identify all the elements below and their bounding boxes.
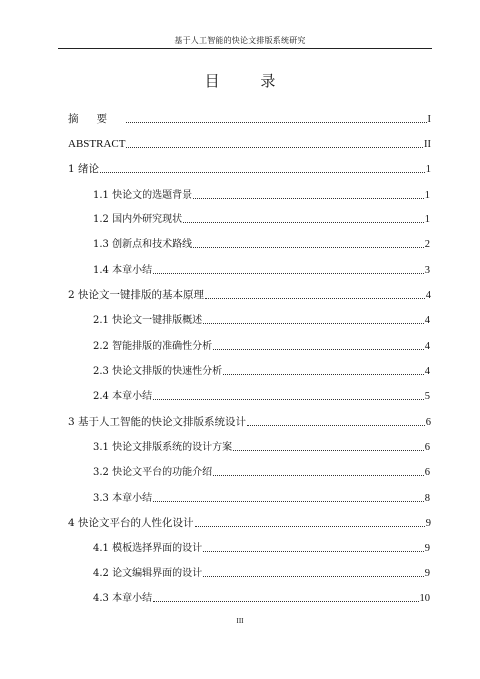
dot-leader xyxy=(153,501,424,502)
toc-entry-label: 3.3 本章小结 xyxy=(93,493,153,504)
toc-entry-label: 1.4 本章小结 xyxy=(93,265,153,276)
toc-entry-section-2-4[interactable] xyxy=(93,387,430,403)
toc-entry-page: 4 xyxy=(424,341,430,352)
toc-entry-label: 3 基于人工智能的快论文排版系统设计 xyxy=(68,416,247,428)
toc-entry-section-2-3[interactable] xyxy=(93,362,430,378)
toc-entry-page: 6 xyxy=(424,467,430,478)
toc-entry-label: 2.3 快论文排版的快速性分析 xyxy=(93,366,223,377)
toc-entry-section-3-2[interactable] xyxy=(93,463,430,479)
toc-entry-section-1-1[interactable] xyxy=(93,186,430,202)
toc-entry-section-1-4[interactable] xyxy=(93,261,430,277)
dot-leader xyxy=(193,247,424,248)
toc-entry-label: 1.2 国内外研究现状 xyxy=(93,214,183,225)
header-rule xyxy=(58,48,432,49)
toc-entry-section-4-2[interactable] xyxy=(93,564,430,580)
toc-entry-abstract-cn[interactable] xyxy=(68,110,431,126)
dot-leader xyxy=(213,475,424,476)
toc-entry-section-3-3[interactable] xyxy=(93,489,430,505)
toc-entry-chapter-4[interactable] xyxy=(68,514,431,530)
toc-entry-page: 4 xyxy=(425,290,431,301)
toc-entry-section-4-1[interactable] xyxy=(93,539,430,555)
toc-entry-label: 4 快论文平台的人性化设计 xyxy=(68,517,194,529)
dot-leader xyxy=(195,526,425,527)
toc-entry-page: 9 xyxy=(424,543,430,554)
dot-leader xyxy=(223,374,424,375)
toc-entry-page: 2 xyxy=(424,239,430,250)
toc-entry-chapter-1[interactable] xyxy=(68,160,431,176)
toc-entry-label: 4.2 论文编辑界面的设计 xyxy=(93,568,203,579)
toc-entry-label: 4.3 本章小结 xyxy=(93,593,153,604)
dot-leader xyxy=(183,222,424,223)
toc-entry-page: 5 xyxy=(424,391,430,402)
dot-leader xyxy=(203,576,424,577)
page-number: III xyxy=(236,617,244,625)
toc-entry-label: 摘要 xyxy=(68,113,125,125)
running-header-title: 基于人工智能的快论文排版系统研究 xyxy=(174,36,306,45)
toc-entry-chapter-2[interactable] xyxy=(68,286,431,302)
toc-entry-label: 2 快论文一键排版的基本原理 xyxy=(68,289,205,301)
toc-entry-label: 3.2 快论文平台的功能介绍 xyxy=(93,467,213,478)
toc-entry-page: 6 xyxy=(425,417,431,428)
toc-entry-section-1-2[interactable] xyxy=(93,210,430,226)
dot-leader xyxy=(100,172,425,173)
dot-leader xyxy=(247,425,425,426)
toc-title: 目 录 xyxy=(204,72,294,90)
dot-leader xyxy=(126,122,427,123)
toc-entry-label: 3.1 快论文排版系统的设计方案 xyxy=(93,442,233,453)
toc-entry-abstract-en[interactable] xyxy=(68,135,431,151)
dot-leader xyxy=(203,323,424,324)
dot-leader xyxy=(203,551,424,552)
toc-entry-page: 6 xyxy=(424,442,430,453)
toc-entry-page: I xyxy=(427,114,431,125)
toc-entry-page: 8 xyxy=(424,493,430,504)
toc-entry-page: 3 xyxy=(424,265,430,276)
dot-leader xyxy=(213,349,424,350)
dot-leader xyxy=(233,450,424,451)
toc-entry-label: 4.1 模板选择界面的设计 xyxy=(93,543,203,554)
toc-entry-label: 2.1 快论文一键排版概述 xyxy=(93,315,203,326)
toc-entry-chapter-3[interactable] xyxy=(68,413,431,429)
dot-leader xyxy=(205,298,425,299)
toc-entry-section-3-1[interactable] xyxy=(93,438,430,454)
toc-entry-section-2-2[interactable] xyxy=(93,337,430,353)
toc-entry-label: ABSTRACT xyxy=(68,138,126,150)
toc-entry-section-2-1[interactable] xyxy=(93,311,430,327)
dot-leader xyxy=(153,273,424,274)
dot-leader xyxy=(193,198,424,199)
toc-entry-page: 10 xyxy=(419,593,430,604)
toc-entry-label: 2.4 本章小结 xyxy=(93,391,153,402)
toc-entry-page: 9 xyxy=(425,518,431,529)
toc-entry-page: 9 xyxy=(424,568,430,579)
toc-entry-label: 1 绪论 xyxy=(68,163,100,175)
toc-entry-page: II xyxy=(424,139,431,150)
toc-entry-page: 1 xyxy=(424,190,430,201)
toc-entry-label: 2.2 智能排版的准确性分析 xyxy=(93,341,213,352)
toc-entry-label: 1.1 快论文的选题背景 xyxy=(93,190,193,201)
dot-leader xyxy=(153,601,418,602)
toc-entry-page: 1 xyxy=(424,214,430,225)
toc-entry-section-4-3[interactable] xyxy=(93,589,430,605)
toc-entry-page: 4 xyxy=(424,315,430,326)
toc-entry-page: 1 xyxy=(425,164,431,175)
dot-leader xyxy=(126,147,423,148)
toc-entry-page: 4 xyxy=(424,366,430,377)
toc-entry-section-1-3[interactable] xyxy=(93,235,430,251)
toc-entry-label: 1.3 创新点和技术路线 xyxy=(93,239,193,250)
dot-leader xyxy=(153,399,424,400)
